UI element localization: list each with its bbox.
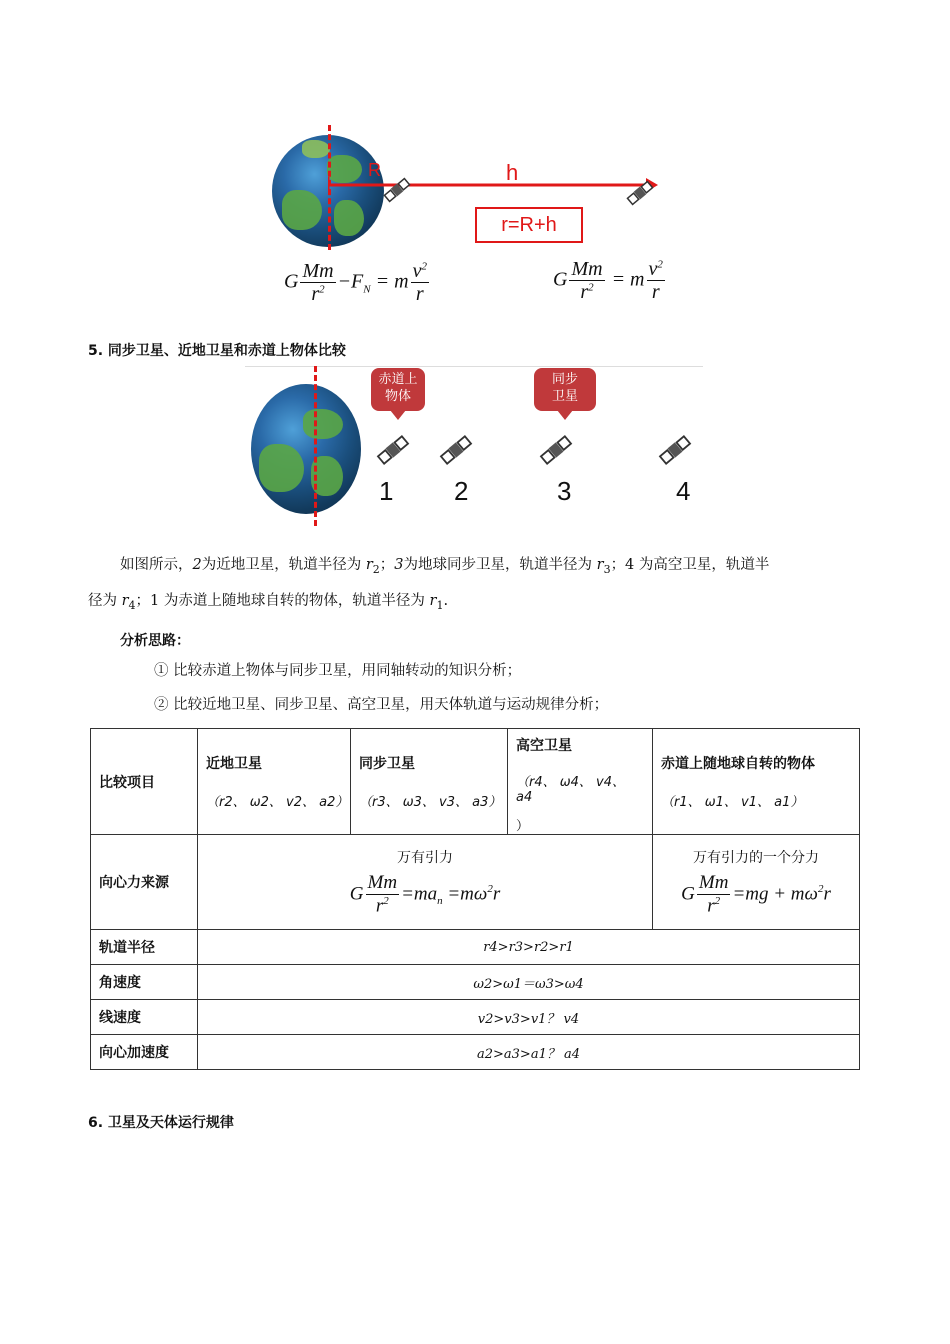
number-label-4: 4 [676,476,691,506]
label-h: h [506,160,519,185]
satellite-icon [375,432,411,468]
header-cell-equator-object [653,729,860,835]
figure-satellite-comparison [245,364,705,529]
cell-text: r4>r3>r2>r1 [483,939,574,955]
formula-satellite: G $\frac{Mm}{r^2}$ = m $\frac{v^2}{r}$ [553,258,663,303]
row-value [198,930,860,965]
header-title: 赤道上随地球自转的物体 [661,756,815,772]
row-label-text: 向心力来源 [99,875,169,891]
table-row [91,835,860,930]
header-title: 近地卫星 [206,756,262,772]
orbit-radius-box: r=R+h [475,207,583,243]
row-label-text: 向心加速度 [99,1045,169,1061]
header-title: 高空卫星 [516,738,572,754]
cell-text: a2>a3>a1？ a4 [476,1046,580,1062]
header-title: 同步卫星 [359,756,415,772]
row-value [198,1000,860,1035]
description-line-2 [88,594,448,611]
satellite-icon [438,432,474,468]
bubble-line: 赤道上 [378,372,418,387]
header-cell-item [91,729,198,835]
text: 为地球同步卫星，轨道半径为 [403,557,597,573]
satellite-icon [657,432,693,468]
number-label-3: 3 [557,476,572,506]
comparison-table [90,728,860,1070]
analysis-item-2: ② 比较近地卫星、同步卫星、高空卫星，用天体轨道与运动规律分析； [154,697,609,713]
text: ；4 为高空卫星，轨道半 [610,557,770,573]
formula-gravity-component: G $\frac{Mm}{r^2}$ $=mg + m\omega^2r$ [681,871,831,917]
analysis-title: 分析思路： [120,633,190,649]
text: r [365,557,373,573]
text: . [443,593,449,609]
satellite-icon [625,178,655,208]
text: 3 [603,562,611,576]
text: 为近地卫星，轨道半径为 [201,557,366,573]
section-heading-5: 5. 同步卫星、近地卫星和赤道上物体比较 [88,343,346,359]
text: r [121,593,129,609]
header-sub: （r1、 ω1、 v1、 a1） [661,795,804,810]
text: 径为 [88,593,122,609]
cell-text: 万有引力 [397,849,453,866]
number-label-1: 1 [379,476,394,506]
text: 2 [372,562,380,576]
text: 2 [192,557,202,573]
row-cell-satellites [198,835,653,930]
header-cell-high-orbit [508,729,653,835]
table-row [91,930,860,965]
header-sub: （r4、 ω4、 v4、 a4 [516,775,626,805]
text: 3 [394,557,404,573]
table-header-row [91,729,860,835]
table-row [91,1000,860,1035]
row-label [91,835,198,930]
text: ；1 为赤道上随地球自转的物体，轨道半径为 [135,593,430,609]
cell-text: v2>v3>v1？ v4 [477,1011,580,1027]
axis-dashed-line [314,366,317,526]
header-label: 比较项目 [99,774,155,791]
earth-image [251,384,361,514]
satellite-icon [538,432,574,468]
text: ； [379,557,395,573]
table-row [91,1035,860,1070]
table-row [91,965,860,1000]
text: 1 [436,598,444,612]
bubble-line: 卫星 [551,389,578,404]
formula-equator-object: G $\frac{Mm}{r^2}$ $-F_N = m$ $\frac{v^2}{r}$ [284,260,427,305]
satellite-icon [382,175,412,205]
text: r [429,593,437,609]
text: 如图所示， [120,557,193,573]
bubble-line: 同步 [551,372,578,387]
row-value [198,965,860,1000]
bubble-line: 物体 [384,389,411,404]
row-label [91,1000,198,1035]
header-sub: （r3、 ω3、 v3、 a3） [359,795,502,810]
description-line-1 [120,558,769,575]
formula-gravity-centripetal: G $\frac{Mm}{r^2}$ $=ma_n =m\omega^2r$ [349,871,501,917]
cell-text: ω2>ω1＝ω3>ω4 [473,976,584,992]
number-label-2: 2 [454,476,469,506]
bubble-equator-object [371,368,425,411]
row-label [91,965,198,1000]
row-label [91,1035,198,1070]
analysis-item-1: ① 比较赤道上物体与同步卫星，用同轴转动的知识分析； [154,663,522,679]
row-label [91,930,198,965]
header-sub: ） [516,819,530,834]
text: 4 [128,598,136,612]
row-label-text: 角速度 [99,975,141,991]
cell-text: 万有引力的一个分力 [693,849,819,866]
row-label-text: 轨道半径 [99,940,155,956]
row-label-text: 线速度 [99,1010,141,1026]
header-sub: （r2、 ω2、 v2、 a2） [206,795,349,810]
text: r [596,557,604,573]
section-heading-6: 6. 卫星及天体运行规律 [88,1115,234,1131]
header-cell-near-earth [198,729,351,835]
header-cell-geosync [351,729,508,835]
label-R: R [368,160,381,180]
row-cell-equator [653,835,860,930]
row-value [198,1035,860,1070]
bubble-geosync-satellite [534,368,596,411]
